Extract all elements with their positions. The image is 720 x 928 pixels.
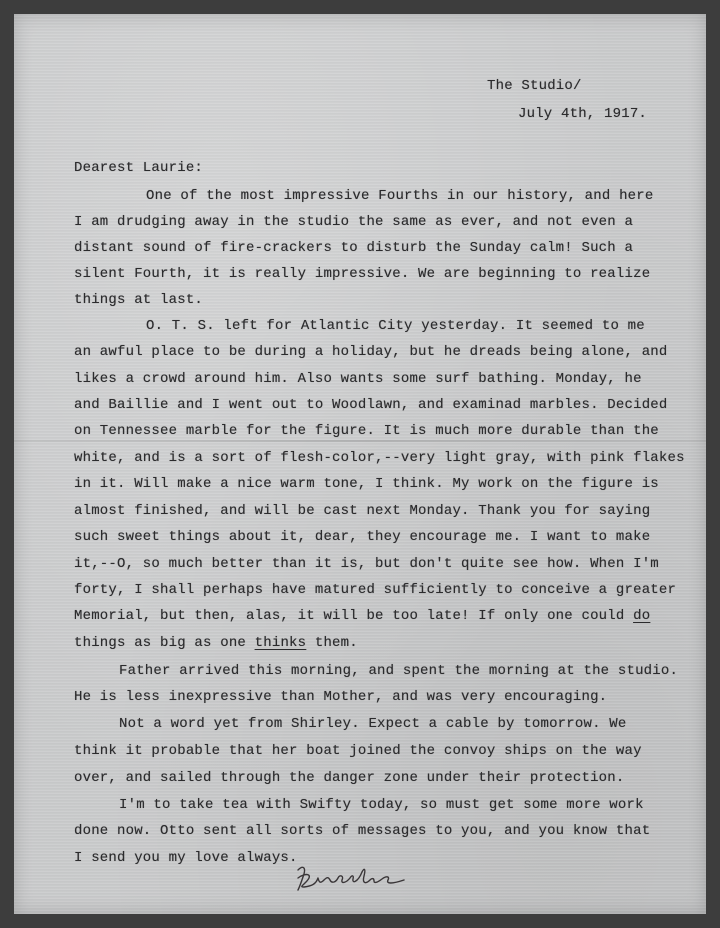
paragraph-2-last-line [74, 635, 358, 651]
line-text-end: them. [306, 635, 358, 651]
letter-place: The Studio/ [487, 78, 582, 94]
paragraph-5-line: I'm to take tea with Swifty today, so must get some more work [119, 797, 644, 813]
paragraph-3-line: He is less inexpressive than Mother, and was very encouraging. [74, 689, 608, 705]
paragraph-4-line: over, and sailed through the danger zone under their protection. [74, 770, 625, 786]
paragraph-2-line: likes a crowd around him. Also wants some surf bathing. Monday, he [74, 371, 642, 387]
paragraph-2-line: it,--O, so much better than it is, but don't quite see how. When I'm [74, 556, 659, 572]
paragraph-5-line: I send you my love always. [74, 850, 298, 866]
salutation: Dearest Laurie: [74, 160, 204, 176]
letter-date: July 4th, 1917. [518, 106, 648, 122]
paragraph-2-line: such sweet things about it, dear, they encourage me. I want to make [74, 529, 651, 545]
paragraph-2-line: an awful place to be during a holiday, but he dreads being alone, and [74, 344, 668, 360]
paragraph-2-line: white, and is a sort of flesh-color,--very light gray, with pink flakes [74, 450, 685, 466]
paragraph-5-line: done now. Otto sent all sorts of messages to you, and you know that [74, 823, 651, 839]
paragraph-3-line: Father arrived this morning, and spent the morning at the studio. [119, 663, 679, 679]
paragraph-2-line: and Baillie and I went out to Woodlawn, and examinad marbles. Decided [74, 397, 668, 413]
paragraph-4-line: Not a word yet from Shirley. Expect a cable by tomorrow. We [119, 716, 627, 732]
paragraph-1-line: I am drudging away in the studio the same as ever, and not even a [74, 214, 634, 230]
paragraph-2-line: almost finished, and will be cast next Monday. Thank you for saying [74, 503, 651, 519]
paragraph-1-line: distant sound of fire-crackers to disturb the Sunday calm! Such a [74, 240, 634, 256]
underlined-word-thinks: thinks [254, 635, 307, 651]
paragraph-2-line: forty, I shall perhaps have matured sufficiently to conceive a greater [74, 582, 677, 598]
paper-fold-crease [14, 440, 706, 442]
paragraph-2-line-text: Memorial, but then, alas, it will be too late! If only one could [74, 608, 625, 624]
paragraph-1-line: One of the most impressive Fourths in our history, and here [146, 188, 654, 204]
paragraph-1-line: silent Fourth, it is really impressive. We are beginning to realize [74, 266, 651, 282]
paragraph-2-line [74, 608, 650, 624]
paragraph-4-line: think it probable that her boat joined the convoy ships on the way [74, 743, 642, 759]
handwritten-signature [292, 860, 412, 900]
paragraph-2-line: on Tennessee marble for the figure. It is much more durable than the [74, 423, 659, 439]
underlined-word-do: do [633, 608, 651, 624]
line-text: things as big as one [74, 635, 255, 651]
paragraph-2-line: in it. Will make a nice warm tone, I think. My work on the figure is [74, 476, 659, 492]
paragraph-2-line: O. T. S. left for Atlantic City yesterday. It seemed to me [146, 318, 645, 334]
paragraph-1-line: things at last. [74, 292, 204, 308]
